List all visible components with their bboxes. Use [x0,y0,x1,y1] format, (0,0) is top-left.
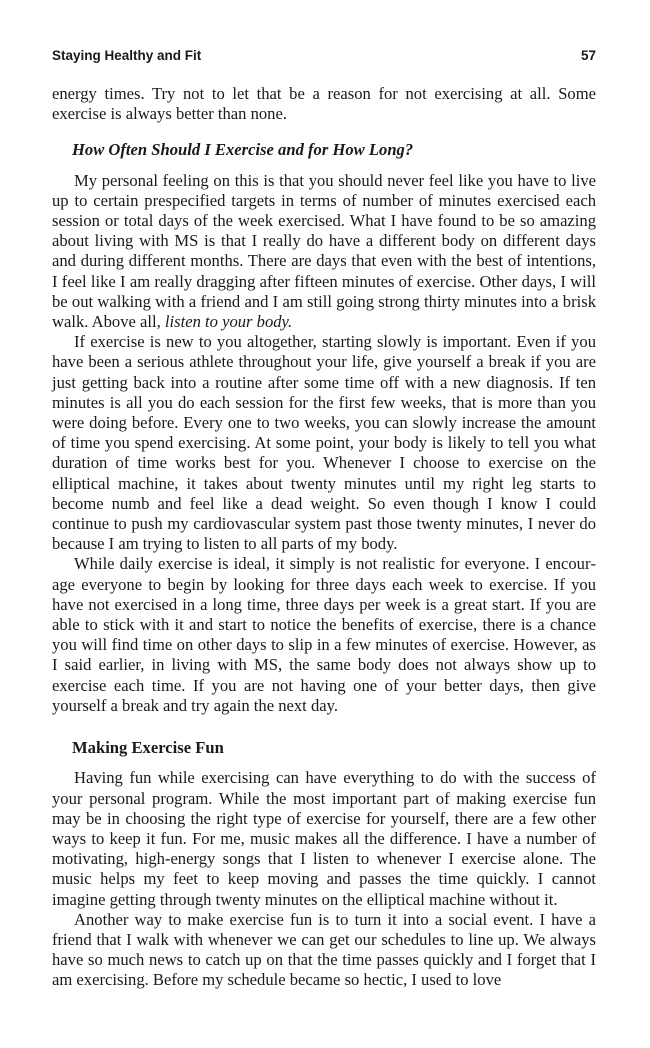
book-page [52,48,596,991]
paragraph-social-event: Another way to make exercise fun is to turn it into a social event. I have a friend that I walk with whenever we can get our schedules to line up. We always have so much news to catch up on that the time passes quickly and I forget that I am exercising. Before my schedule became so hectic, I used to love [52,909,596,990]
section-heading-exercise-fun: Making Exercise Fun [72,738,224,758]
section-heading-exercise-frequency: How Often Should I Exercise and for How Long? [72,140,414,160]
paragraph-having-fun: Having fun while exercising can have everything to do with the success of your personal program. While the most important part of making exercise fun may be in choosing the right type of exercise for yourself, there are a few other ways to keep it fun. For me, music makes all the difference. I have a number of motivating, high-energy songs that I listen to whenever I exercise alone. The music helps my feet to keep moving and passes the time quickly. I cannot imagine getting through twenty minutes on the elliptical machine without it. [52,768,596,909]
paragraph-daily-exercise: While daily exercise is ideal, it simply is not realistic for everyone. I encourage everyone to begin by looking for three days each week to exercise. If you have not exercised in a long time, three days per week is a great start. If you are able to stick with it and start to notice the benefits of exercise, there is a chance you will find time on other days to slip in a few minutes of exercise. However, as I said earlier, in living with MS, the same body does not always show up to exercise each time. If you are not having one of your better days, then give yourself a break and try again the next day. [52,554,596,715]
running-header [52,48,596,72]
paragraph-personal-feeling-text: My personal feeling on this is that you should never feel like you have to live up to certain prespecified targets in terms of number of minutes exercised each session or total days of the week exercised. What I have found to be so amazing about living with MS is that I really do have a different body on different days and during different months. There are days that even with the best of intentions, I feel like I am really dragging after fifteen minutes of exercise. Other days, I will be out walking with a friend and I am still going strong thirty minutes into a brisk walk. Above all, [52,170,596,332]
paragraph-personal-feeling [52,171,596,333]
paragraph-starting-slowly: If exercise is new to you altogether, starting slowly is important. Even if you have been a serious athlete throughout your life, give yourself a break if you are just getting back into a routine after some time off with a new diagnosis. If ten minutes is all you do each session for the first few weeks, that is more than you were doing before. Every one to two weeks, you can slowly increase the amount of time you spend exercising. At some point, your body is likely to tell you what duration of time works best for you. Whenever I choose to exercise on the elliptical machine, it takes about twenty minutes until my right leg starts to become numb and feel like a dead weight. So even though I know I could continue to push my cardiovascular system past those twenty minutes, I never do because I am trying to listen to all parts of my body. [52,332,596,554]
emphasis-listen-to-body: listen to your body. [164,312,293,332]
running-header-title: Staying Healthy and Fit [52,48,202,63]
body-text [52,84,596,991]
page-number: 57 [580,48,596,63]
paragraph-continuation: energy times. Try not to let that be a reason for not exercising at all. Some exercise is always better than none. [52,84,596,124]
